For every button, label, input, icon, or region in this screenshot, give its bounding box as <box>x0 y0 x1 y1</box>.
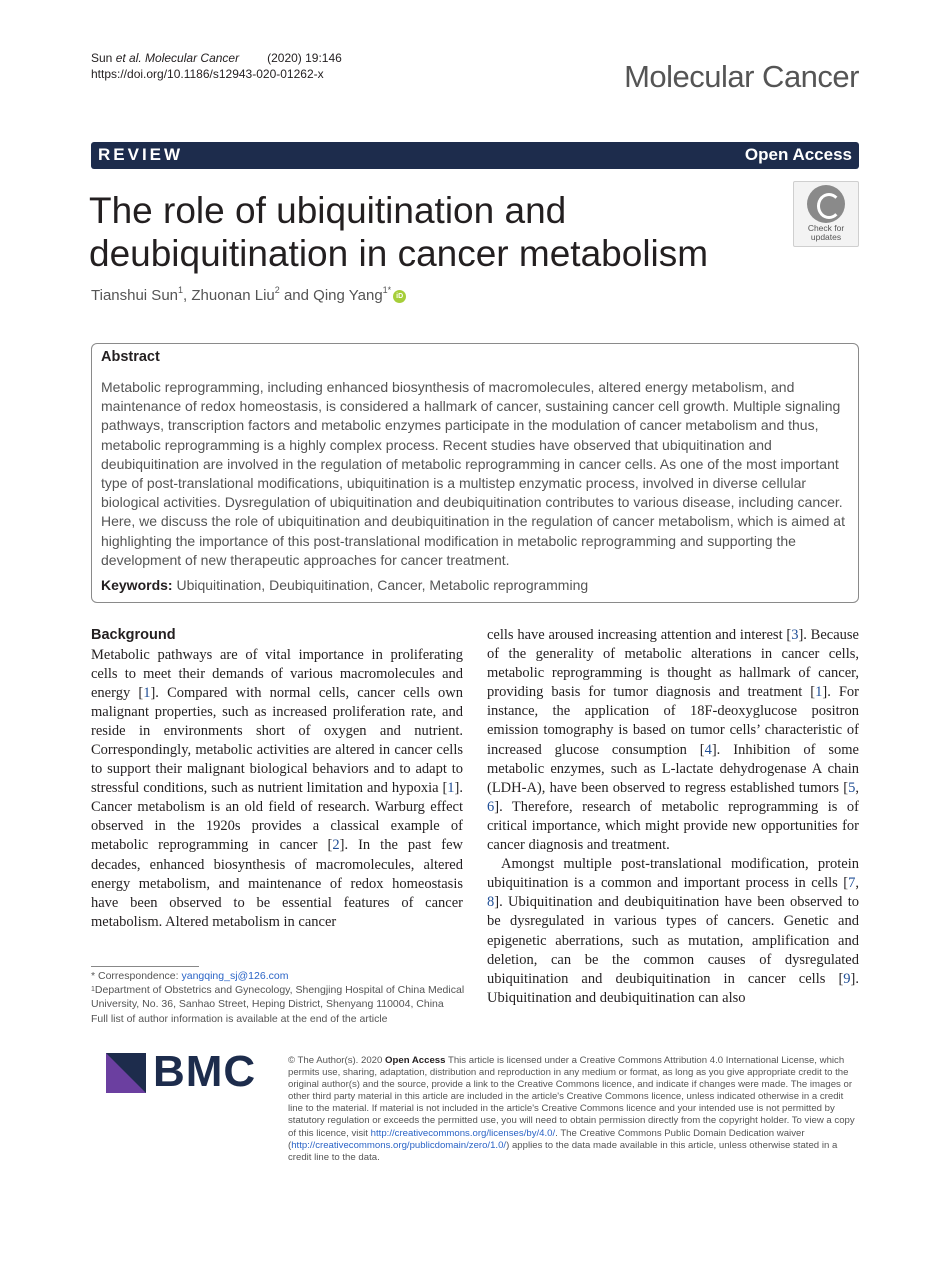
bmc-logo-text: BMC <box>153 1047 257 1096</box>
journal-name: Molecular Cancer <box>624 59 859 94</box>
correspondence-email[interactable]: yangqing_sj@126.com <box>181 970 289 982</box>
license-link[interactable]: http://creativecommons.org/licenses/by/4.0/ <box>370 1127 556 1139</box>
bmc-logo-icon <box>106 1053 146 1093</box>
keywords-list: Ubiquitination, Deubiquitination, Cancer, Metabolic reprogramming <box>176 577 589 593</box>
correspondence-label: * Correspondence: <box>91 970 182 982</box>
author-name: Qing Yang <box>313 287 383 304</box>
author-affiliation-sup: 1 <box>178 285 184 295</box>
reference-link[interactable]: 1 <box>447 780 455 797</box>
body-paragraph: Metabolic pathways are of vital importance in proliferating cells to meet their demands of various macromolecules and energy [1]. Compared with normal cells, cancer cells own malignant properties, such as increased proliferation rate, and reside in environments short of oxygen and nutrient. Correspondingly, metabolic activities are altered in cancer cells to support their malignant biological behaviors and to adapt to stressful conditions, such as nutrient limitation and hypoxia [1]. Cancer metabolism is an old field of research. Warburg effect observed in the 1920s provides a classical example of metabolic reprogramming in cancer [2]. In the past few decades, enhanced biosynthesis of macromolecules, altered energy metabolism, and maintenance of redox homeostasis have been observed to be essential features of cancer metabolism. Altered metabolism in cancer <box>91 646 464 930</box>
license-text: © The Author(s). 2020 Open Access This article is licensed under a Creative Commons Attribution 4.0 International License, which permits use, sharing, adaptation, distribution and reproduction in any medium or format, as long as you give appropriate credit to the original author(s) and the source, provide a link to the Creative Commons licence, and indicate if changes were made. The images or other third party material in this article are included in the article's Creative Commons licence, unless indicated otherwise in a credit line to the material. If material is not included in the article's Creative Commons licence and your intended use is not permitted by statutory regulation or exceeds the permitted use, you will need to obtain permission directly from the copyright holder. To view a copy of this licence, visit http://creativecommons.org/licenses/by/4.0/. The Creative Commons Public Domain Dedication waiver (http://creativecommons.org/publicdomain/zero/1.0/) applies to the data made available in this article, unless otherwise stated in a credit line to the data. <box>288 1055 855 1163</box>
article-type-banner <box>91 142 859 169</box>
check-for-updates-badge[interactable] <box>793 181 859 247</box>
reference-link[interactable]: 1 <box>815 684 823 701</box>
affiliation-sup: 1 <box>91 986 95 994</box>
check-updates-line1: Check for <box>807 223 845 233</box>
abstract-heading: Abstract <box>101 349 160 365</box>
footnote <box>91 969 471 1026</box>
abstract-text: Metabolic reprogramming, including enhanced biosynthesis of macromolecules, altered energy metabolism, and maintenance of redox homeostasis, is considered a hallmark of cancer, sustaining cancer cell growth. Multiple signaling pathways, transcription factors and metabolic enzymes participate in the modulation of cancer metabolism and thus, metabolic reprogramming is a highly complex process. Recent studies have observed that ubiquitination and deubiquitination are involved in the regulation of metabolic reprogramming in cancer cells. As one of the most important type of post-translational modifications, ubiquitination is a multistep enzymatic process, involved in diverse cellular biological activities. Dysregulation of ubiquitination and deubiquitination contributes to various disease, including cancer. Here, we discuss the role of ubiquitination and deubiquitination in the regulation of cancer metabolism, which is aimed at highlighting the importance of this post-translational modification in metabolic reprogramming and supporting the development of new therapeutic approaches for cancer treatment. <box>101 379 845 568</box>
author-list: Tianshui Sun$^1$, Zhuonan Liu$^2$ and Qing Yang$^{1*}$iD <box>91 287 406 304</box>
body-paragraph: cells have aroused increasing attention and interest [3]. Because of the generality of metabolic alterations in cancer cells, metabolic reprogramming is thought as hallmark of cancer, providing basis for tumor diagnosis and treatment [1]. For instance, the application of 18F-deoxyglucose positron emission tomography is based on tumor cells’ characteristic of increased glucose consumption [4]. Inhibition of some metabolic enzymes, such as L-lactate dehydrogenase A chain (LDH-A), have been observed to regress established tumors [5, 6]. Therefore, research of metabolic reprogramming is of critical importance, which might provide new opportunities for cancer diagnosis and treatment. <box>487 627 859 854</box>
citation-header <box>91 50 342 82</box>
keywords-label: Keywords: <box>101 577 173 593</box>
reference-link[interactable]: 6 <box>487 798 495 815</box>
reference-link[interactable]: 4 <box>704 741 712 758</box>
reference-link[interactable]: 8 <box>487 894 495 911</box>
reference-link[interactable]: 9 <box>843 970 851 987</box>
section-heading: Background <box>91 627 176 643</box>
cite-authors: Sun <box>91 51 116 65</box>
body-column-left <box>91 626 463 932</box>
cite-volume: (2020) 19:146 <box>267 51 342 65</box>
body-paragraph: Amongst multiple post-translational modification, protein ubiquitination is a common and important process in cells [7, 8]. Ubiquitination and deubiquitination have been observed to be dysregulated in various types of cancers. Genetic and epigenetic aberrations, such as mutation, amplification and deletion, can be the common causes of dysregulated ubiquitination and deubiquitination in cancer cells [9]. Ubiquitination and deubiquitination can also <box>487 856 859 1006</box>
author-affiliation-sup: 2 <box>274 285 280 295</box>
reference-link[interactable]: 3 <box>791 627 799 643</box>
author-affiliation-sup: 1* <box>382 285 392 295</box>
article-type-label: REVIEW <box>98 145 184 164</box>
doi-link[interactable]: https://doi.org/10.1186/s12943-020-01262-x <box>91 67 324 81</box>
reference-link[interactable]: 7 <box>848 875 856 892</box>
open-access-bold: Open Access <box>385 1055 446 1066</box>
reference-link[interactable]: 2 <box>332 837 340 854</box>
public-domain-link[interactable]: http://creativecommons.org/publicdomain/zero/1.0/ <box>291 1139 507 1151</box>
author-separator: and <box>279 287 314 304</box>
article-title: The role of ubiquitination and deubiquitination in cancer metabolism <box>89 190 709 274</box>
author-name: Tianshui Sun <box>91 287 178 304</box>
affiliation-text: Department of Obstetrics and Gynecology, Shengjing Hospital of China Medical University, No. 36, Sanhao Street, Heping District, Shenyang 110004, China <box>91 984 465 1011</box>
abstract-box <box>91 343 859 603</box>
check-updates-line2: updates <box>810 232 842 242</box>
reference-link[interactable]: 5 <box>848 779 856 796</box>
footnote-divider <box>91 966 199 967</box>
cite-journal: Molecular Cancer <box>145 51 240 65</box>
reference-link[interactable]: 1 <box>143 684 151 701</box>
body-column-right <box>487 626 859 1008</box>
author-name: Zhuonan Liu <box>191 287 275 304</box>
check-updates-icon <box>807 185 845 223</box>
open-access-label: Open Access <box>744 145 852 164</box>
author-info-note: Full list of author information is available at the end of the article <box>91 1012 388 1025</box>
bmc-logo <box>106 1047 274 1096</box>
orcid-icon[interactable]: iD <box>393 290 406 303</box>
cite-etal: et al. <box>115 51 142 65</box>
keywords <box>101 577 588 593</box>
